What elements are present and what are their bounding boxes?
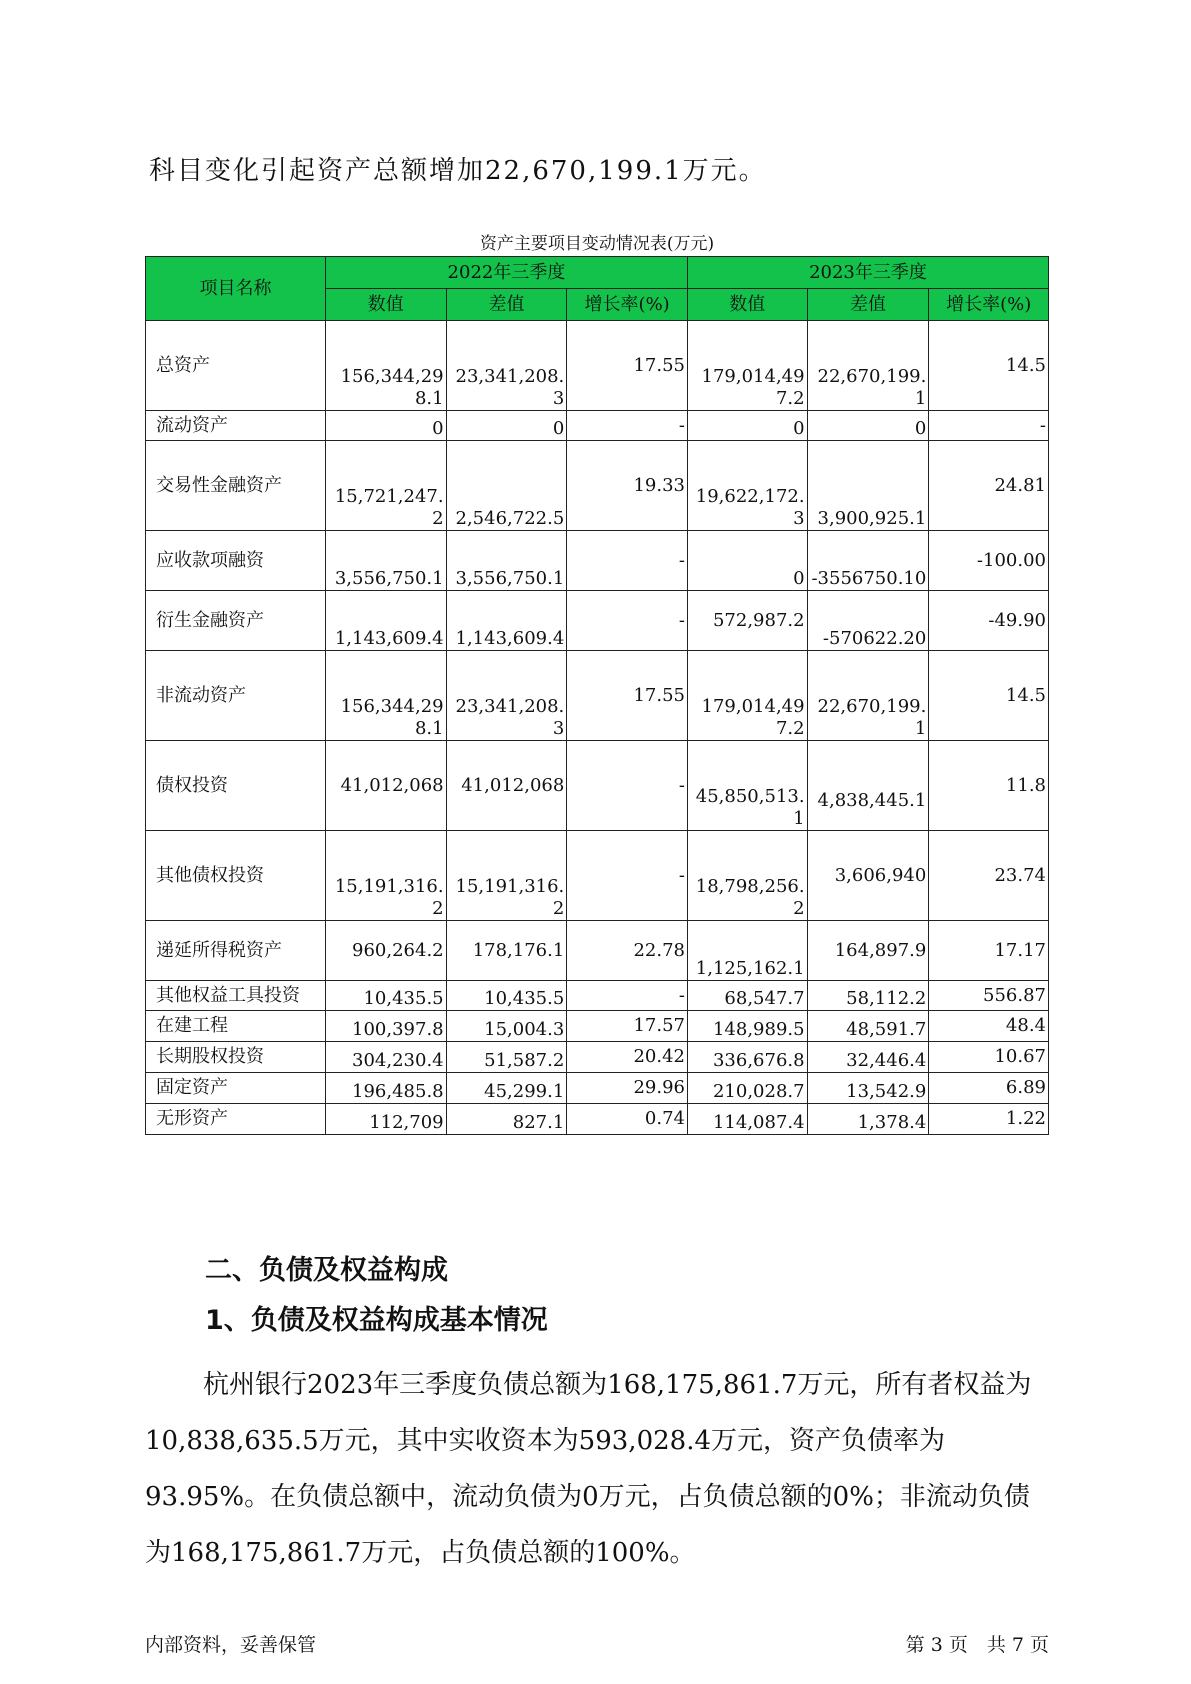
cell-value: 156,344,298.1 xyxy=(325,651,446,741)
table-header xyxy=(146,257,1049,321)
row-label: 流动资产 xyxy=(146,411,326,441)
cell-diff: 2,546,722.5 xyxy=(446,441,567,531)
cell-rate: 0.74 xyxy=(567,1104,688,1135)
cell-rate: - xyxy=(567,411,688,441)
row-label: 总资产 xyxy=(146,321,326,411)
footer-confidential-note: 内部资料，妥善保管 xyxy=(145,1634,317,1656)
cell-rate: -100.00 xyxy=(929,531,1049,591)
footer-page-number: 第 3 页 共 7 页 xyxy=(905,1634,1049,1656)
cell-diff: 48,591.7 xyxy=(807,1011,929,1042)
cell-rate: 17.17 xyxy=(929,921,1049,981)
cell-rate: - xyxy=(929,411,1049,441)
header-diff: 差值 xyxy=(807,289,929,321)
cell-value: 0 xyxy=(687,411,807,441)
cell-value: 114,087.4 xyxy=(687,1104,807,1135)
cell-rate: 24.81 xyxy=(929,441,1049,531)
cell-value: 960,264.2 xyxy=(325,921,446,981)
cell-diff: -3556750.10 xyxy=(807,531,929,591)
header-period-2022: 2022年三季度 xyxy=(325,257,687,289)
cell-diff: 15,004.3 xyxy=(446,1011,567,1042)
cell-rate: 22.78 xyxy=(567,921,688,981)
cell-value: 156,344,298.1 xyxy=(325,321,446,411)
cell-diff: 3,606,940 xyxy=(807,831,929,921)
cell-rate: 14.5 xyxy=(929,651,1049,741)
cell-value: 148,989.5 xyxy=(687,1011,807,1042)
cell-rate: - xyxy=(567,531,688,591)
table-body xyxy=(146,321,1049,1135)
cell-value: 3,556,750.1 xyxy=(325,531,446,591)
table-row xyxy=(146,321,1049,411)
cell-value: 572,987.2 xyxy=(687,591,807,651)
header-rate: 增长率(%) xyxy=(929,289,1049,321)
cell-rate: - xyxy=(567,831,688,921)
table-row xyxy=(146,921,1049,981)
row-label: 无形资产 xyxy=(146,1104,326,1135)
table-caption: 资产主要项目变动情况表(万元) xyxy=(479,234,715,254)
cell-value: 196,485.8 xyxy=(325,1073,446,1104)
row-label: 交易性金融资产 xyxy=(146,441,326,531)
cell-diff: 0 xyxy=(807,411,929,441)
asset-change-table xyxy=(145,256,1049,1135)
header-value: 数值 xyxy=(687,289,807,321)
cell-diff: 3,900,925.1 xyxy=(807,441,929,531)
cell-rate: 29.96 xyxy=(567,1073,688,1104)
cell-value: 10,435.5 xyxy=(325,981,446,1011)
cell-rate: 14.5 xyxy=(929,321,1049,411)
cell-diff: 22,670,199.1 xyxy=(807,651,929,741)
cell-diff: 10,435.5 xyxy=(446,981,567,1011)
cell-diff: -570622.20 xyxy=(807,591,929,651)
cell-rate: 48.4 xyxy=(929,1011,1049,1042)
cell-rate: 11.8 xyxy=(929,741,1049,831)
subsection-heading: 1、负债及权益构成基本情况 xyxy=(205,1305,548,1336)
cell-value: 179,014,497.2 xyxy=(687,321,807,411)
cell-diff: 0 xyxy=(446,411,567,441)
cell-value: 304,230.4 xyxy=(325,1042,446,1073)
cell-value: 45,850,513.1 xyxy=(687,741,807,831)
table-row xyxy=(146,441,1049,531)
cell-rate: 19.33 xyxy=(567,441,688,531)
cell-diff: 3,556,750.1 xyxy=(446,531,567,591)
row-label: 在建工程 xyxy=(146,1011,326,1042)
cell-diff: 41,012,068 xyxy=(446,741,567,831)
cell-value: 1,143,609.4 xyxy=(325,591,446,651)
cell-value: 19,622,172.3 xyxy=(687,441,807,531)
table-row xyxy=(146,411,1049,441)
cell-rate: - xyxy=(567,591,688,651)
header-rate: 增长率(%) xyxy=(567,289,688,321)
table-row xyxy=(146,531,1049,591)
cell-rate: - xyxy=(567,741,688,831)
row-label: 其他权益工具投资 xyxy=(146,981,326,1011)
table-row xyxy=(146,831,1049,921)
cell-rate: 17.55 xyxy=(567,321,688,411)
cell-diff: 58,112.2 xyxy=(807,981,929,1011)
row-label: 固定资产 xyxy=(146,1073,326,1104)
cell-rate: 23.74 xyxy=(929,831,1049,921)
cell-value: 15,721,247.2 xyxy=(325,441,446,531)
table-row xyxy=(146,981,1049,1011)
table-row xyxy=(146,591,1049,651)
cell-value: 0 xyxy=(325,411,446,441)
intro-text: 科目变化引起资产总额增加22,670,199.1万元。 xyxy=(149,156,767,186)
row-label: 其他债权投资 xyxy=(146,831,326,921)
row-label: 债权投资 xyxy=(146,741,326,831)
cell-value: 100,397.8 xyxy=(325,1011,446,1042)
cell-diff: 1,143,609.4 xyxy=(446,591,567,651)
row-label: 长期股权投资 xyxy=(146,1042,326,1073)
header-value: 数值 xyxy=(325,289,446,321)
cell-value: 336,676.8 xyxy=(687,1042,807,1073)
cell-rate: -49.90 xyxy=(929,591,1049,651)
row-label: 应收款项融资 xyxy=(146,531,326,591)
section-heading: 二、负债及权益构成 xyxy=(205,1255,448,1286)
cell-value: 112,709 xyxy=(325,1104,446,1135)
cell-rate: 10.67 xyxy=(929,1042,1049,1073)
table-row xyxy=(146,741,1049,831)
cell-diff: 13,542.9 xyxy=(807,1073,929,1104)
cell-diff: 164,897.9 xyxy=(807,921,929,981)
cell-rate: 17.55 xyxy=(567,651,688,741)
cell-diff: 4,838,445.1 xyxy=(807,741,929,831)
cell-diff: 1,378.4 xyxy=(807,1104,929,1135)
header-item-name: 项目名称 xyxy=(146,257,326,321)
cell-diff: 178,176.1 xyxy=(446,921,567,981)
cell-rate: - xyxy=(567,981,688,1011)
cell-rate: 1.22 xyxy=(929,1104,1049,1135)
cell-diff: 45,299.1 xyxy=(446,1073,567,1104)
cell-rate: 6.89 xyxy=(929,1073,1049,1104)
cell-value: 41,012,068 xyxy=(325,741,446,831)
table-row xyxy=(146,1042,1049,1073)
cell-value: 15,191,316.2 xyxy=(325,831,446,921)
row-label: 非流动资产 xyxy=(146,651,326,741)
table-row xyxy=(146,1073,1049,1104)
header-diff: 差值 xyxy=(446,289,567,321)
row-label: 衍生金融资产 xyxy=(146,591,326,651)
cell-rate: 556.87 xyxy=(929,981,1049,1011)
table-row xyxy=(146,1104,1049,1135)
cell-rate: 20.42 xyxy=(567,1042,688,1073)
row-label: 递延所得税资产 xyxy=(146,921,326,981)
body-paragraph xyxy=(145,1357,1055,1581)
cell-diff: 51,587.2 xyxy=(446,1042,567,1073)
paragraph-text: 杭州银行2023年三季度负债总额为168,175,861.7万元，所有者权益为10,838,635.5万元，其中实收资本为593,028.4万元，资产负债率为93.95%。在负债总额中，流动负债为0万元，占负债总额的0%；非流动负债为168,175,861.7万元，占负债总额的100%。 xyxy=(145,1370,1032,1568)
table-row xyxy=(146,1011,1049,1042)
cell-value: 1,125,162.1 xyxy=(687,921,807,981)
cell-value: 18,798,256.2 xyxy=(687,831,807,921)
cell-diff: 23,341,208.3 xyxy=(446,321,567,411)
header-period-2023: 2023年三季度 xyxy=(687,257,1048,289)
cell-diff: 23,341,208.3 xyxy=(446,651,567,741)
cell-diff: 15,191,316.2 xyxy=(446,831,567,921)
cell-value: 0 xyxy=(687,531,807,591)
table-row xyxy=(146,651,1049,741)
cell-value: 179,014,497.2 xyxy=(687,651,807,741)
cell-rate: 17.57 xyxy=(567,1011,688,1042)
cell-diff: 827.1 xyxy=(446,1104,567,1135)
cell-value: 68,547.7 xyxy=(687,981,807,1011)
cell-diff: 32,446.4 xyxy=(807,1042,929,1073)
cell-value: 210,028.7 xyxy=(687,1073,807,1104)
cell-diff: 22,670,199.1 xyxy=(807,321,929,411)
